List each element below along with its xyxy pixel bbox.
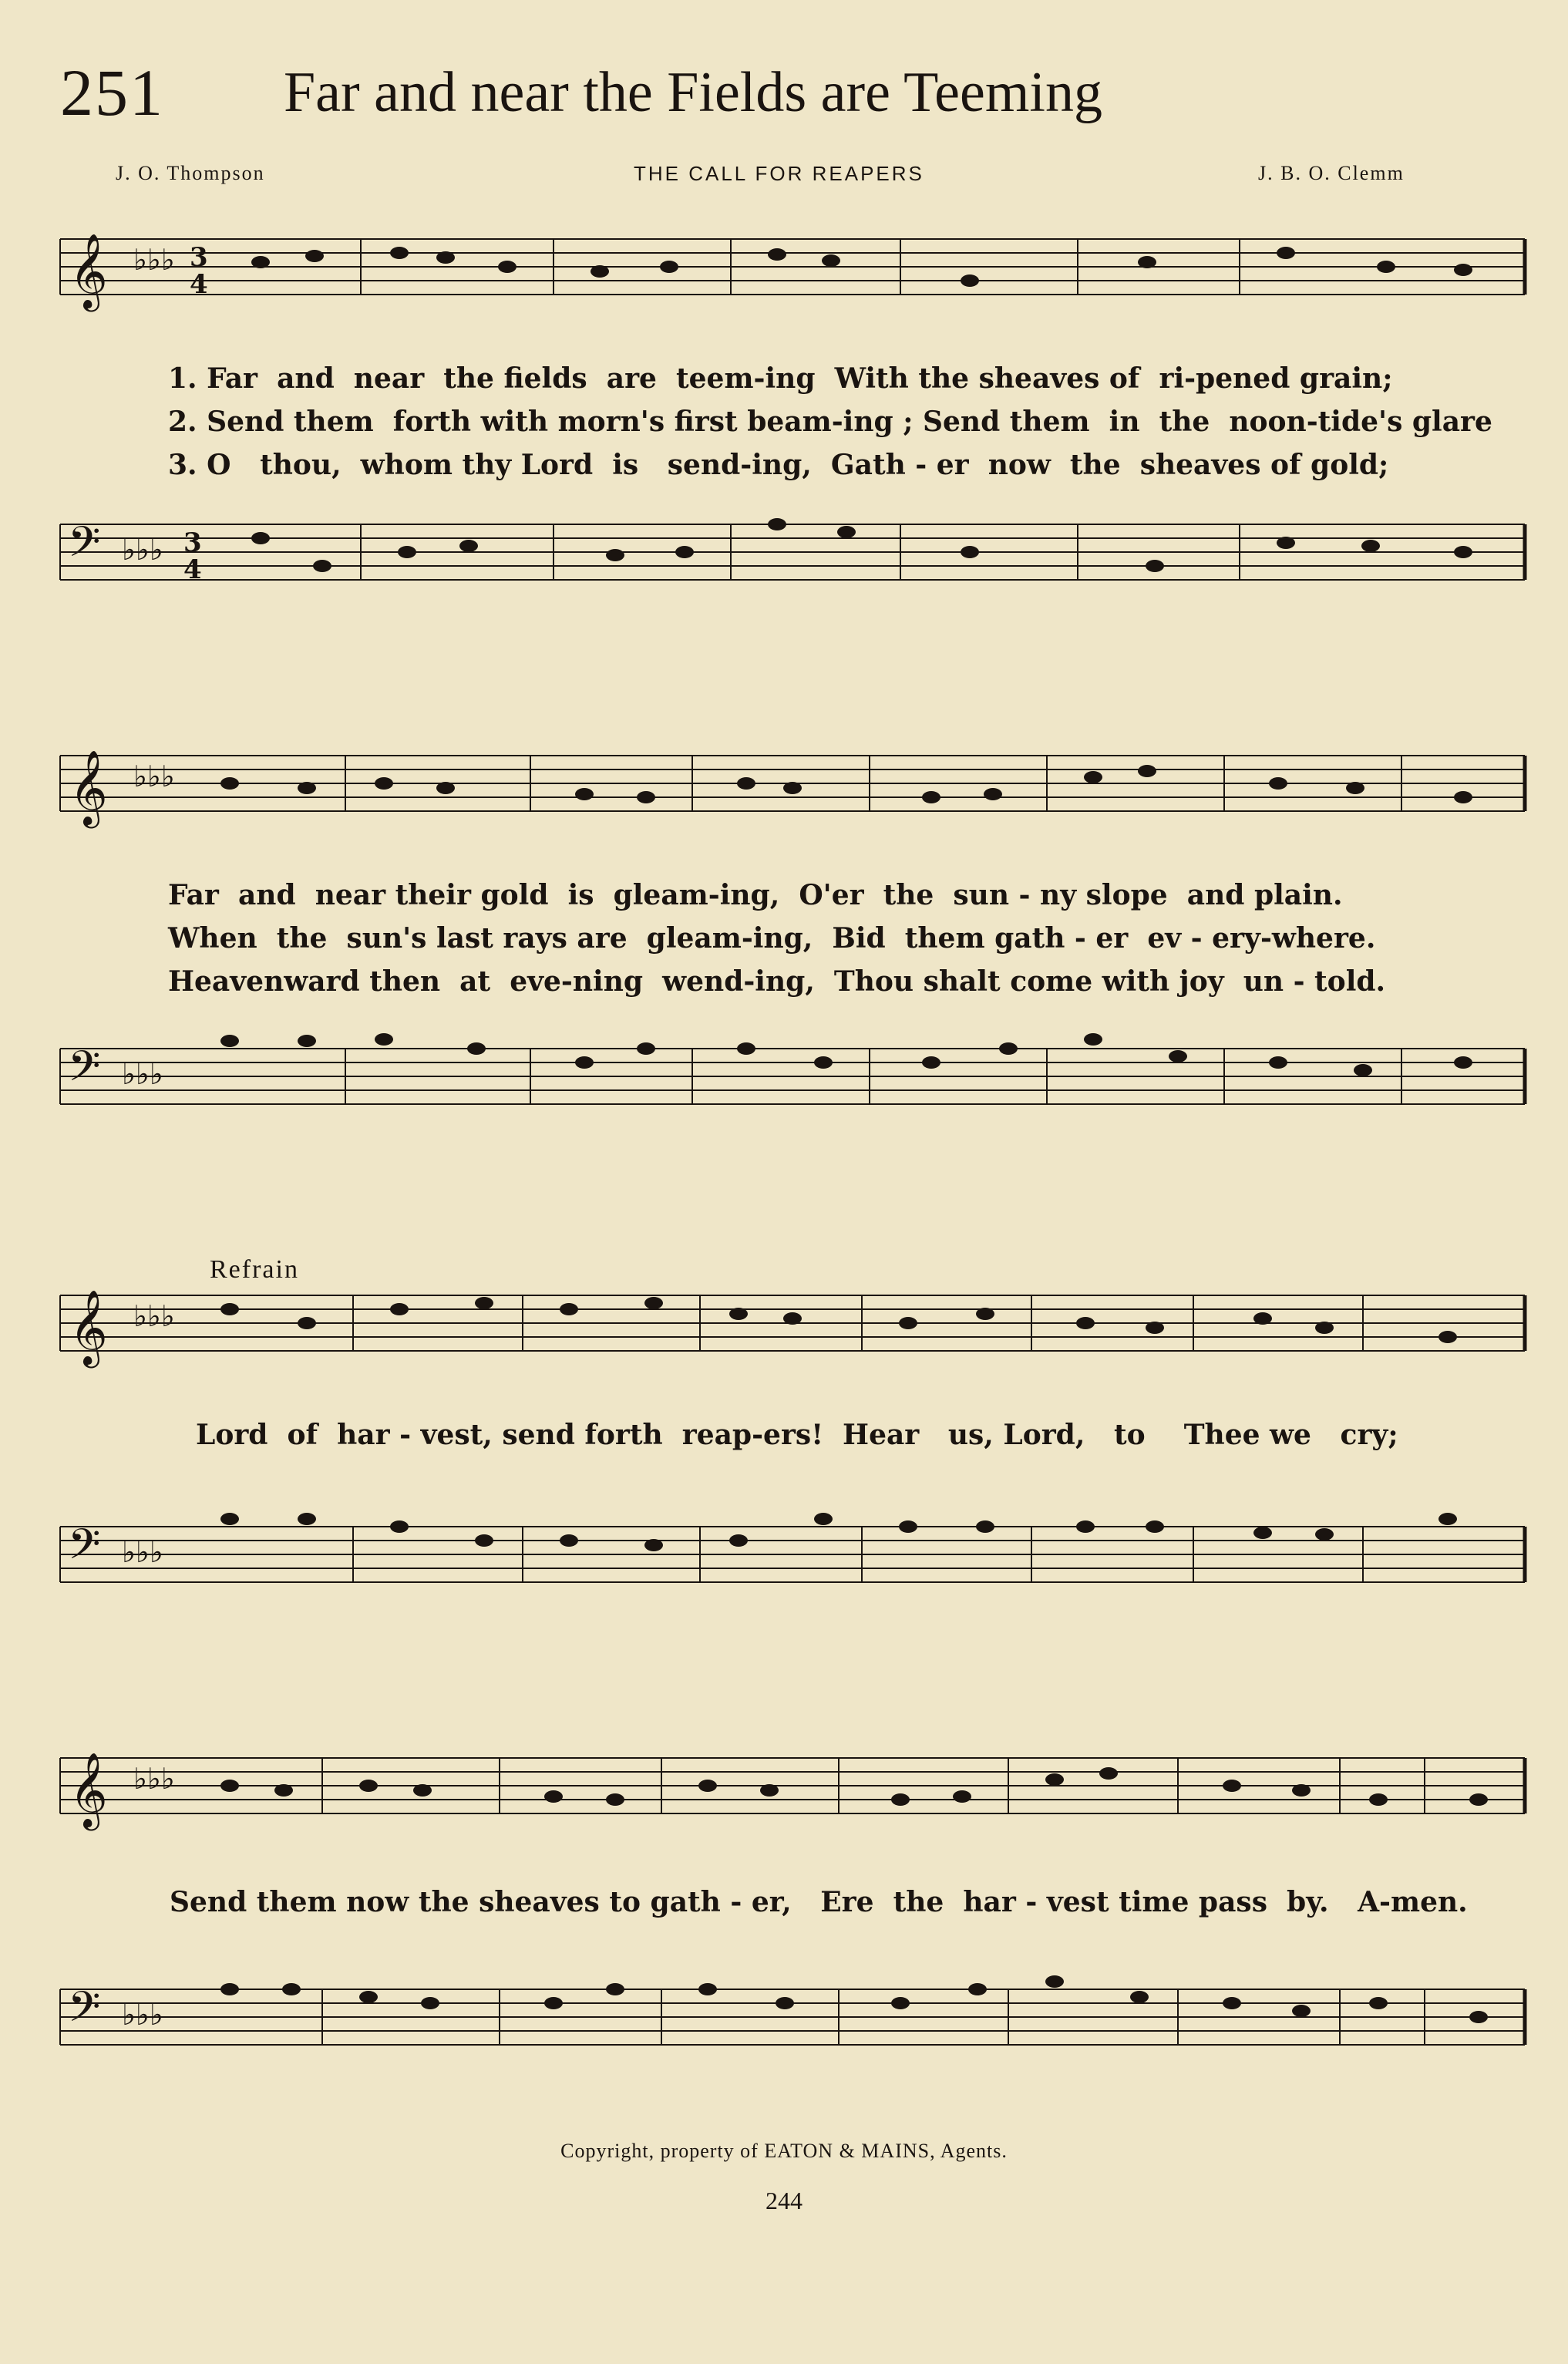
bass-staff-1 — [60, 509, 1525, 601]
refrain-label: Refrain — [210, 1255, 299, 1284]
verse-3-line-2: Heavenward then at eve-ning wend-ing, Thou shalt come with joy un - told. — [168, 965, 1386, 998]
verse-1-line-1: 1. Far and near the fields are teem-ing With the sheaves of ri-pened grain; — [168, 362, 1393, 395]
svg-text:♭♭♭: ♭♭♭ — [122, 533, 163, 567]
svg-text:𝄢: 𝄢 — [68, 1042, 101, 1101]
treble-staff-1 — [60, 224, 1525, 316]
copyright-notice: Copyright, property of EATON & MAINS, Agents. — [560, 2140, 1008, 2162]
bass-staff-4 — [60, 1974, 1525, 2066]
refrain-line-2: Send them now the sheaves to gath - er, Ere the har - vest time pass by. A-men. — [170, 1886, 1468, 1918]
music-system-4 — [60, 1743, 1525, 2113]
svg-text:♭♭♭: ♭♭♭ — [133, 1762, 175, 1796]
svg-text:3: 3 — [183, 527, 202, 558]
svg-text:𝄞: 𝄞 — [69, 233, 108, 308]
svg-text:𝄞: 𝄞 — [69, 1289, 108, 1365]
bass-staff-2 — [60, 1033, 1525, 1126]
page-number: 244 — [765, 2187, 803, 2214]
music-system-3 — [60, 1280, 1525, 1650]
svg-text:𝄢: 𝄢 — [68, 1520, 101, 1579]
svg-text:♭♭♭: ♭♭♭ — [133, 759, 175, 793]
svg-text:𝄞: 𝄞 — [69, 749, 108, 825]
bass-staff-3 — [60, 1511, 1525, 1604]
verse-1-line-2: Far and near their gold is gleam-ing, O'er the sun - ny slope and plain. — [168, 879, 1343, 911]
treble-staff-3 — [60, 1280, 1525, 1372]
treble-staff-2 — [60, 740, 1525, 833]
verse-2-line-1: 2. Send them forth with morn's first beam-ing ; Send them in the noon-tide's glare — [168, 406, 1492, 438]
refrain-line-1: Lord of har - vest, send forth reap-ers! Hear us, Lord, to Thee we cry; — [196, 1419, 1398, 1451]
hymn-number: 251 — [60, 56, 164, 130]
svg-text:𝄢: 𝄢 — [68, 517, 101, 577]
lyricist-credit: J. O. Thompson — [116, 162, 265, 184]
svg-text:4: 4 — [190, 269, 208, 300]
svg-text:♭♭♭: ♭♭♭ — [122, 1057, 163, 1091]
music-system-1 — [60, 224, 1525, 655]
svg-text:♭♭♭: ♭♭♭ — [122, 1535, 163, 1569]
verse-2-line-2: When the sun's last rays are gleam-ing, Bid them gath - er ev - ery-where. — [168, 922, 1376, 955]
treble-staff-4 — [60, 1743, 1525, 1835]
verse-3-line-1: 3. O thou, whom thy Lord is send-ing, Gath - er now the sheaves of gold; — [168, 449, 1389, 481]
svg-text:3: 3 — [190, 242, 208, 273]
svg-text:♭♭♭: ♭♭♭ — [133, 243, 175, 277]
svg-text:𝄢: 𝄢 — [68, 1982, 101, 2042]
svg-text:♭♭♭: ♭♭♭ — [133, 1299, 175, 1333]
svg-text:𝄞: 𝄞 — [69, 1752, 108, 1827]
composer-credit: J. B. O. Clemm — [1258, 162, 1405, 184]
svg-text:♭♭♭: ♭♭♭ — [122, 1998, 163, 2032]
svg-text:4: 4 — [183, 554, 202, 585]
music-system-2 — [60, 740, 1525, 1172]
tune-name: THE CALL FOR REAPERS — [634, 162, 924, 185]
hymn-title: Far and near the Fields are Teeming — [284, 61, 1102, 124]
